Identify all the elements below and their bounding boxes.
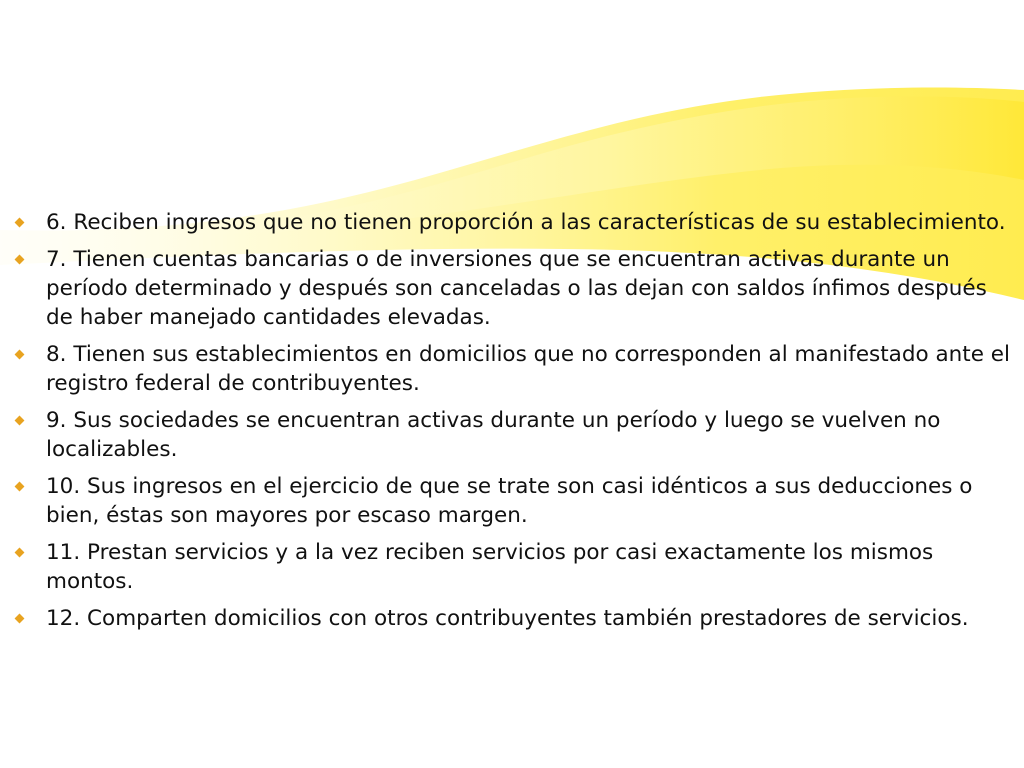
list-item xyxy=(10,472,1010,530)
list-item-text: 10. Sus ingresos en el ejercicio de que se trate son casi idénticos a sus deducciones o bien, éstas son mayores por escaso margen. xyxy=(46,474,973,528)
diamond-bullet-icon xyxy=(15,255,25,265)
diamond-bullet-icon xyxy=(15,218,25,228)
diamond-bullet-icon xyxy=(15,350,25,360)
list-item xyxy=(10,245,1010,332)
list-item xyxy=(10,604,1010,633)
list-item-text: 9. Sus sociedades se encuentran activas durante un período y luego se vuelven no localizables. xyxy=(46,408,941,462)
list-item xyxy=(10,538,1010,596)
list-item-text: 12. Comparten domicilios con otros contribuyentes también prestadores de servicios. xyxy=(46,606,969,631)
list-item xyxy=(10,406,1010,464)
list-item-text: 8. Tienen sus establecimientos en domicilios que no corresponden al manifestado ante el registro federal de contribuyentes. xyxy=(46,342,1010,396)
diamond-bullet-icon xyxy=(15,614,25,624)
diamond-bullet-icon xyxy=(15,416,25,426)
list-item xyxy=(10,208,1010,237)
list-item-text: 11. Prestan servicios y a la vez reciben servicios por casi exactamente los mismos montos. xyxy=(46,540,934,594)
list-item-text: 6. Reciben ingresos que no tienen proporción a las características de su establecimiento. xyxy=(46,210,1006,235)
list-item xyxy=(10,340,1010,398)
diamond-bullet-icon xyxy=(15,482,25,492)
diamond-bullet-icon xyxy=(15,548,25,558)
list-item-text: 7. Tienen cuentas bancarias o de inversiones que se encuentran activas durante un período determinado y después son canceladas o las dejan con saldos ínfimos después de haber manejado cantidades elevadas. xyxy=(46,247,987,330)
content-bullet-list xyxy=(10,208,1010,641)
